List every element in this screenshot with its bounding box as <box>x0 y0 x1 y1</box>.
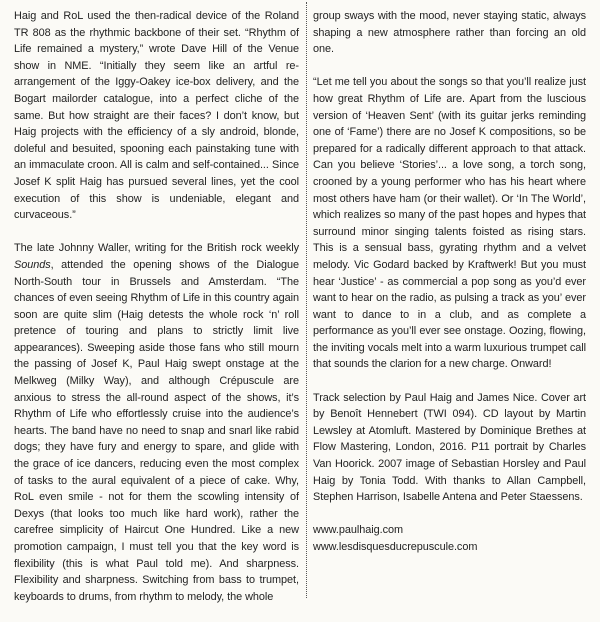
website-links <box>313 522 586 555</box>
left-column <box>14 8 299 622</box>
left-paragraph-2 <box>14 240 299 605</box>
crepuscule-url[interactable]: www.lesdisquesducrepuscule.com <box>313 541 478 553</box>
left-paragraph-2-intro: The late Johnny Waller, writing for the British rock weekly <box>14 242 299 255</box>
right-column <box>313 8 586 556</box>
paulhaig-url[interactable]: www.paulhaig.com <box>313 524 403 537</box>
column-divider <box>306 2 307 598</box>
sounds-magazine-title: Sounds <box>14 258 51 271</box>
left-paragraph-1: Haig and RoL used the then-radical device of the Roland TR 808 as the rhythmic backbone of their set. “Rhythm of Life remained a mystery,” wrote Dave Hill of the Venue show in NME. “Initially they seem like an artful re-arrangement of the Iggy-Oakey ice-box delivery, and the Bogart mailorder catalogue, into a perfect cliche of the same. But how straight are their faces? I don’t know, but Haig projects with the efficiency of a sly android, blonde, doleful and besuited, spooning each painstaking tune with an immaculate croon. All is calm and self-contained... Since Josef K split Haig has pursued several lines, yet the cool execution of this show is undeniable, elegant and curvaceous.” <box>14 10 299 222</box>
credits-paragraph: Track selection by Paul Haig and James Nice. Cover art by Benoît Hennebert (TWI 094). CD layout by Martin Lewsley at Atomluft. Mastered by Dominique Brethes at Flow Mastering, London, 2016. P11 portrait by Charles Van Hoorick. 2007 image of Sebastian Horsley and Paul Haig by Tonia Todd. With thanks to Allan Campbell, Stephen Harrison, Isabelle Antena and Peter Staessens. <box>313 391 586 504</box>
right-paragraph-1: group sways with the mood, never staying static, always shaping a new atmosphere rather than forcing an old one. <box>313 10 586 56</box>
right-paragraph-2: “Let me tell you about the songs so that you’ll realize just how great Rhythm of Life are. Apart from the luscious version of ‘Heaven Sent’ (with its guitar jerks reminding one of ‘Fame’) there are no Josef K compositions, so be prepared for a radically different approach to that attack. Can you believe ‘Stories’... a love song, a torch song, crooned by a young performer who has his heart where most others have ham (or their wallet). Or ‘In The World’, which realizes so many of the past hopes and hypes that surround minor singing talents foisted as rising stars. This is a sensual bass, gyrating rhythm and a velvet melody. Vic Godard backed by Kraftwerk! But you must hear ‘Justice’ - as commercial a pop song as you’d ever want to hear on the radio, as pulsing a track as you’ ever want to dance to in a club, and as complete a performance as you’ll ever see onstage. Oozing, flowing, the inviting vocals melt into a warm luxurious trumpet call that sounds the clarion for a new charge. Onward! <box>313 76 586 371</box>
left-paragraph-2-body: , attended the opening shows of the Dialogue North-South tour in Brussels and Amsterdam. “The chances of even seeing Rhythm of Life in this country again soon are quite slim (Haig detests the whole rock ‘n’ roll pretence of touring and plans to strictly limit live appearances). Sweeping aside those fans who still mourn the passing of Josef K, Paul Haig swept onstage at the Melkweg (Milky Way), and although Crépuscule are anxious to stress the all-round aspect of the shows, it’s Rhythm of Life who effortlessly cruise into the audience’s hearts. The band have no need to snap and snarl like rabid dogs; they have fury and energy to spare, and glide with the grace of ice dancers, reducing even the most complex of tasks to the aural equivalent of a piece of cake. Why, RoL even smile - not for them the scowling intensity of Dexys (that looks too much like hard work), rather the carefree simplicity of Haircut One Hundred. Like a new promotion campaign, I must tell you that the key word is flexibility (this is what Paul told me). And sharpness. Flexibility and sharpness. Switching from bass to trumpet, keyboards to drums, from rhythm to melody, the whole <box>14 258 299 603</box>
